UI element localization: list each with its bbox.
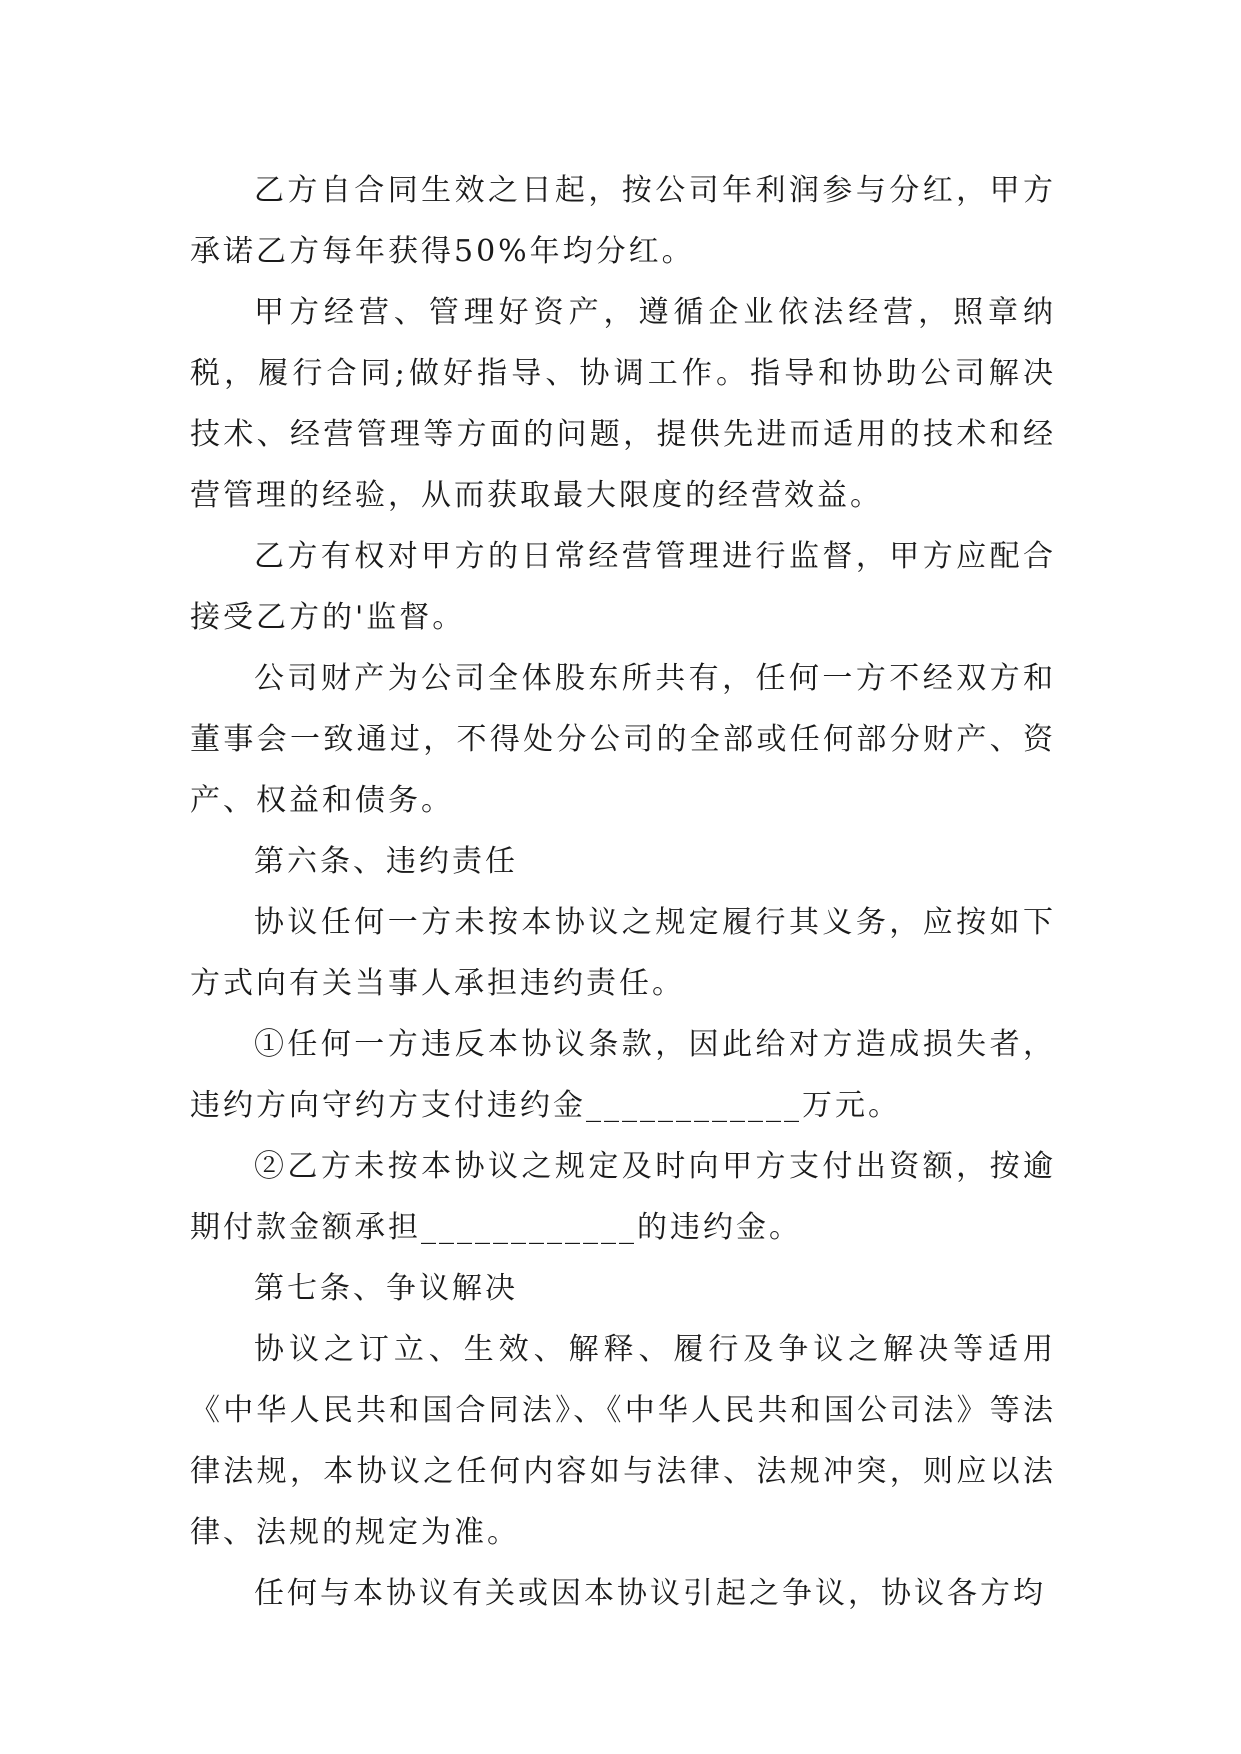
- paragraph-breach-intro: 协议任何一方未按本协议之规定履行其义务，应按如下方式向有关当事人承担违约责任。: [190, 905, 1056, 1001]
- heading-article-6: 第六条、违约责任: [254, 844, 518, 879]
- paragraph-property: 公司财产为公司全体股东所共有，任何一方不经双方和董事会一致通过，不得处分公司的全部或任何部分财产、资产、权益和债务。: [190, 661, 1056, 818]
- paragraph-management: 甲方经营、管理好资产，遵循企业依法经营，照章纳税，履行合同;做好指导、协调工作。指导和协助公司解决技术、经营管理等方面的问题，提供先进而适用的技术和经营管理的经验，从而获取最大限度的经营效益。: [190, 295, 1056, 513]
- paragraph-governing-law: 协议之订立、生效、解释、履行及争议之解决等适用《中华人民共和国合同法》、《中华人民共和国公司法》等法律法规，本协议之任何内容如与法律、法规冲突，则应以法律、法规的规定为准。: [190, 1332, 1056, 1550]
- paragraph-dispute: 任何与本协议有关或因本协议引起之争议，协议各方均: [254, 1576, 1046, 1611]
- paragraph-dividend: 乙方自合同生效之日起，按公司年利润参与分红，甲方承诺乙方每年获得50%年均分红。: [190, 173, 1056, 269]
- document-body: [190, 160, 1056, 1624]
- paragraph-breach-item-2: ②乙方未按本协议之规定及时向甲方支付出资额，按逾期付款金额承担____________的违约金。: [190, 1149, 1056, 1245]
- heading-article-7: 第七条、争议解决: [254, 1271, 518, 1306]
- paragraph-breach-item-1: ①任何一方违反本协议条款，因此给对方造成损失者，违约方向守约方支付违约金____________万元。: [190, 1027, 1056, 1123]
- paragraph-supervision: 乙方有权对甲方的日常经营管理进行监督，甲方应配合接受乙方的'监督。: [190, 539, 1056, 635]
